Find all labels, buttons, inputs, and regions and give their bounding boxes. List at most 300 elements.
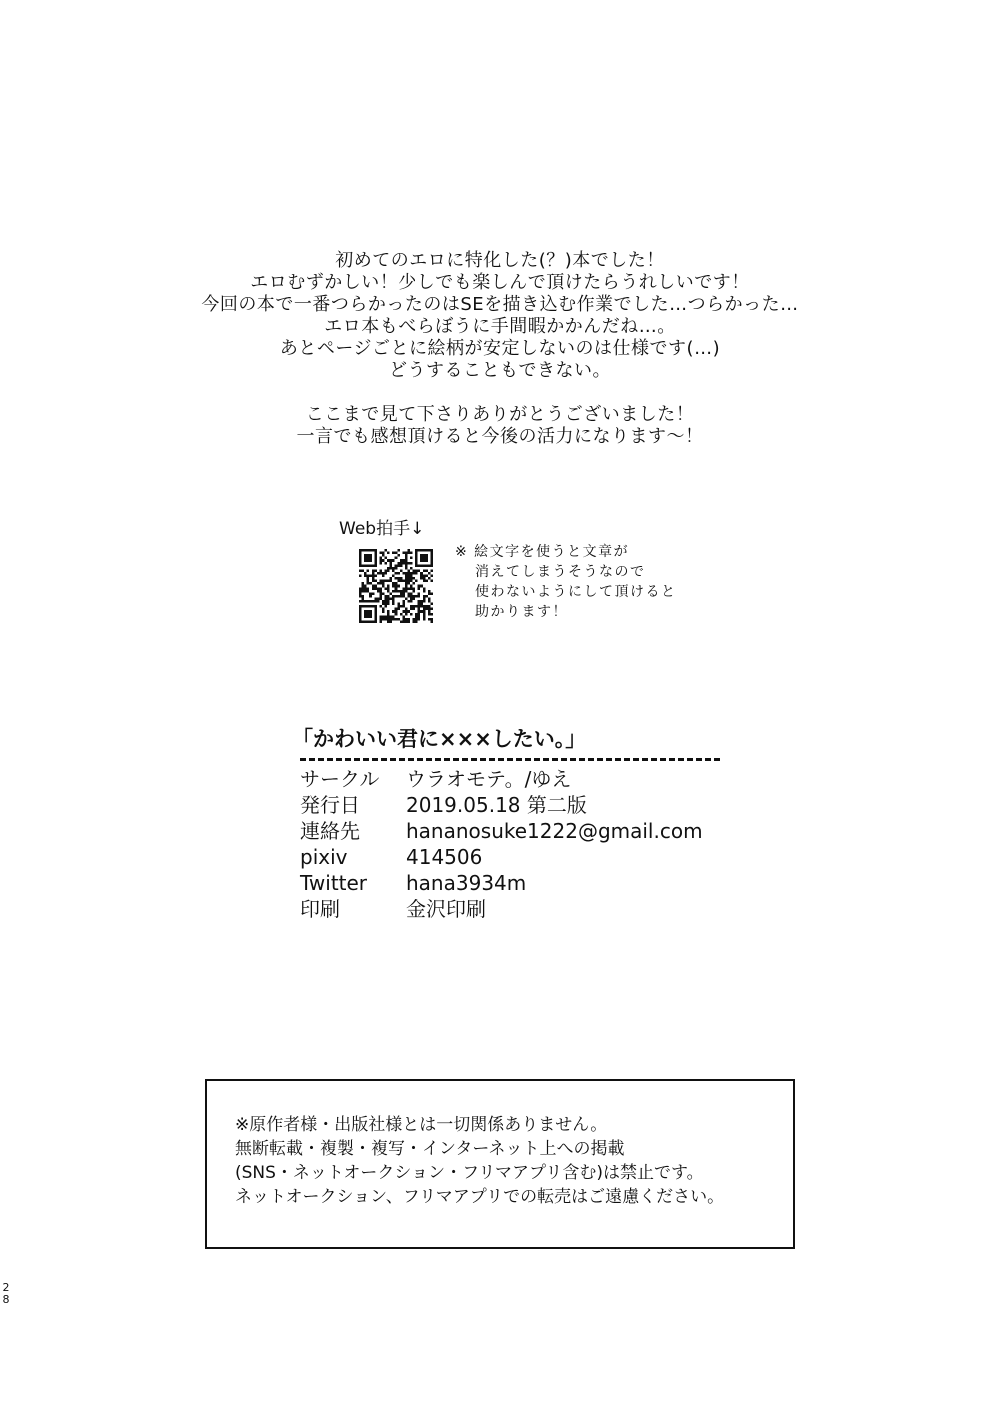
qr-module [418,587,421,590]
qr-module [430,575,433,578]
qr-module [395,595,398,598]
qr-module [395,577,398,580]
qr-module [367,582,370,585]
qr-module [369,582,372,585]
qr-module [405,567,408,570]
qr-module [423,610,426,613]
qr-module [397,554,400,557]
qr-module [379,592,382,595]
qr-module [382,552,385,555]
qr-module [400,580,403,583]
qr-module [405,562,408,565]
qr-module [428,613,431,616]
thanks-line: 一言でも感想頂けると今後の活力になります～！ [296,426,704,447]
qr-module [413,620,416,623]
qr-module [407,549,410,552]
qr-module [423,600,426,603]
qr-module [372,592,375,595]
qr-module [413,618,416,621]
qr-module [415,618,418,621]
qr-module [379,562,382,565]
qr-module [418,610,421,613]
qr-module [405,620,408,623]
qr-module [420,585,423,588]
qr-module [372,585,375,588]
qr-module [397,595,400,598]
qr-module [428,590,431,593]
qr-module [397,590,400,593]
qr-module [418,592,421,595]
qr-module [405,597,408,600]
qr-module [423,595,426,598]
qr-module [369,595,372,598]
qr-module [382,582,385,585]
qr-module [413,590,416,593]
qr-module [379,605,382,608]
qr-module [374,569,377,572]
qr-module [387,600,390,603]
colophon-key: Twitter [300,871,368,895]
qr-module [372,575,375,578]
qr-module [382,603,385,606]
qr-module [402,562,405,565]
qr-module [410,572,413,575]
qr-module [385,569,388,572]
qr-module [364,590,367,593]
qr-module [430,569,433,572]
qr-module [423,580,426,583]
qr-module [372,587,375,590]
qr-module [374,585,377,588]
qr-module [405,559,408,562]
qr-module [420,577,423,580]
qr-module [382,618,385,621]
qr-module [382,559,385,562]
qr-module [420,603,423,606]
qr-module [385,562,388,565]
qr-module [405,587,408,590]
qr-module [359,587,362,590]
qr-module [392,590,395,593]
qr-module [425,595,428,598]
qr-module [402,620,405,623]
qr-module [379,569,382,572]
qr-module [372,572,375,575]
qr-module [413,582,416,585]
qr-module [407,575,410,578]
qr-module [410,552,413,555]
qr-module [390,620,393,623]
qr-module [428,608,431,611]
qr-module [379,572,382,575]
qr-module [377,587,380,590]
qr-module [364,575,367,578]
qr-module [387,613,390,616]
dashed-divider [300,758,720,761]
qr-module [415,613,418,616]
qr-module [428,592,431,595]
afterword-line: エロ本もべらぼうに手間暇かかんだね…。 [324,316,676,337]
qr-module [400,559,403,562]
qr-code-graphic [359,549,433,623]
qr-module [395,618,398,621]
qr-module [410,605,413,608]
qr-module [385,618,388,621]
qr-module [400,577,403,580]
qr-module [397,572,400,575]
qr-module [369,592,372,595]
qr-module [382,585,385,588]
qr-module [379,615,382,618]
qr-module [407,580,410,583]
qr-module [418,600,421,603]
qr-module [425,605,428,608]
qr-module [423,587,426,590]
qr-module [395,608,398,611]
qr-module [382,572,385,575]
qr-module [407,582,410,585]
qr-module [428,577,431,580]
page-number [0,1282,12,1306]
note-line: 助かります！ [475,604,568,620]
qr-module [385,615,388,618]
colophon-key: pixiv [300,845,348,869]
qr-module [405,582,408,585]
qr-module [387,620,390,623]
colophon-key: 印刷 [300,897,340,921]
qr-module [430,613,433,616]
qr-module [374,575,377,578]
qr-module [387,615,390,618]
qr-module [392,552,395,555]
emoji-note [455,542,677,622]
qr-module [382,608,385,611]
qr-module [428,605,431,608]
qr-module [400,620,403,623]
qr-module [407,577,410,580]
qr-module [395,590,398,593]
qr-module [430,580,433,583]
qr-module [367,577,370,580]
qr-module [397,603,400,606]
qr-module [377,582,380,585]
qr-module [413,608,416,611]
qr-module [402,605,405,608]
qr-module [387,567,390,570]
qr-module [377,600,380,603]
qr-module [387,587,390,590]
qr-module [407,620,410,623]
colophon-key: サークル [300,767,380,791]
qr-module [379,552,382,555]
qr-module [402,618,405,621]
qr-module [415,569,418,572]
qr-module [382,592,385,595]
qr-module [402,592,405,595]
qr-module [392,610,395,613]
qr-module [374,580,377,583]
qr-module [359,600,362,603]
qr-module [428,597,431,600]
qr-module [367,580,370,583]
qr-module [405,572,408,575]
qr-module [413,572,416,575]
qr-module [407,562,410,565]
qr-module [428,572,431,575]
qr-module [364,587,367,590]
afterword-line: あとページごとに絵柄が安定しないのは仕様です(…) [279,338,721,359]
qr-module [364,554,372,562]
qr-module [390,567,393,570]
qr-module [402,603,405,606]
qr-module [387,603,390,606]
qr-module [390,562,393,565]
qr-module [400,595,403,598]
qr-module [379,559,382,562]
colophon-value: hana3934m [406,871,527,895]
qr-module [367,590,370,593]
qr-module [379,587,382,590]
qr-module [402,590,405,593]
qr-module [418,618,421,621]
qr-module [423,618,426,621]
qr-module [423,577,426,580]
qr-module [407,592,410,595]
notice-line: 無断転載・複製・複写・インターネット上への掲載 [235,1139,625,1159]
qr-module [359,569,362,572]
qr-module [402,615,405,618]
qr-module [410,613,413,616]
qr-module [400,569,403,572]
qr-module [395,613,398,616]
qr-module [423,569,426,572]
qr-module [390,580,393,583]
qr-module [392,582,395,585]
note-line: 消えてしまうそうなので [475,564,646,580]
qr-module [379,618,382,621]
qr-module [423,608,426,611]
qr-module [407,552,410,555]
qr-module [402,552,405,555]
qr-module [382,580,385,583]
afterword-line: 今回の本で一番つらかったのはSEを描き込む作業でした…つらかった… [201,294,799,315]
qr-module [402,587,405,590]
qr-module [387,597,390,600]
qr-module [392,603,395,606]
qr-module [372,569,375,572]
qr-module [382,575,385,578]
qr-module [359,595,362,598]
qr-module [413,569,416,572]
qr-module [364,610,372,618]
qr-module [410,608,413,611]
colophon-value: 414506 [406,845,483,869]
note-line: ※ 絵文字を使うと文章が [455,544,630,560]
qr-module [362,582,365,585]
qr-module [420,575,423,578]
qr-module [413,597,416,600]
afterword-line: エロむずかしい！少しでも楽しんで頂けたらうれしいです！ [250,272,750,293]
qr-module [382,554,385,557]
qr-module [400,592,403,595]
qr-module [369,575,372,578]
qr-module [428,618,431,621]
qr-module [392,575,395,578]
qr-module [420,554,428,562]
qr-module [397,549,400,552]
qr-module [407,595,410,598]
qr-module [367,600,370,603]
thanks-line: ここまで見て下さりありがとうございました！ [305,404,695,425]
qr-module [362,569,365,572]
qr-module [420,572,423,575]
qr-module [395,585,398,588]
colophon-value: hananosuke1222@gmail.com [406,819,703,843]
qr-module [425,569,428,572]
qr-module [390,577,393,580]
qr-module [397,562,400,565]
qr-module [405,590,408,593]
colophon-value: ウラオモテ。/ゆえ [406,767,572,791]
qr-module [364,585,367,588]
qr-code-icon[interactable] [359,549,433,623]
qr-module [385,605,388,608]
afterword-line: 初めてのエロに特化した(？)本でした！ [335,250,665,271]
qr-module [379,597,382,600]
qr-module [428,600,431,603]
qr-module [418,569,421,572]
qr-module [407,610,410,613]
qr-module [392,559,395,562]
qr-module [418,603,421,606]
qr-module [387,618,390,621]
qr-module [392,600,395,603]
qr-module [367,569,370,572]
qr-module [405,610,408,613]
qr-module [385,587,388,590]
afterword [0,250,1000,448]
qr-module [390,564,393,567]
qr-module [385,603,388,606]
qr-module [415,615,418,618]
qr-module [415,605,418,608]
qr-module [413,587,416,590]
qr-module [405,585,408,588]
qr-module [410,585,413,588]
qr-module [390,592,393,595]
qr-module [420,600,423,603]
qr-module [410,567,413,570]
qr-module [423,605,426,608]
qr-module [407,572,410,575]
qr-module [390,559,393,562]
qr-module [400,613,403,616]
qr-module [405,577,408,580]
qr-module [377,572,380,575]
qr-module [397,618,400,621]
notice-line: ネットオークション、フリマアプリでの転売はご遠慮ください。 [235,1187,725,1207]
qr-module [397,577,400,580]
qr-module [397,564,400,567]
qr-module [402,572,405,575]
qr-module [379,582,382,585]
qr-module [430,592,433,595]
qr-module [425,575,428,578]
qr-module [407,587,410,590]
qr-module [415,620,418,623]
colophon-value: 2019.05.18 第二版 [406,793,587,817]
qr-module [430,618,433,621]
qr-module [402,559,405,562]
qr-module [362,597,365,600]
qr-module [390,618,393,621]
qr-module [385,597,388,600]
qr-module [395,587,398,590]
qr-module [385,572,388,575]
qr-module [423,615,426,618]
qr-module [364,572,367,575]
qr-module [385,595,388,598]
qr-module [415,580,418,583]
qr-module [400,605,403,608]
page-number-digit: 8 [2,1293,10,1306]
qr-module [400,562,403,565]
qr-module [413,595,416,598]
qr-module [387,559,390,562]
qr-module [359,590,362,593]
qr-module [418,605,421,608]
qr-module [392,597,395,600]
qr-module [395,572,398,575]
page-number-digit: 2 [2,1281,10,1294]
web-clap-label: Web拍手↓ [339,519,425,539]
colophon-value: 金沢印刷 [406,897,486,921]
qr-module [382,610,385,613]
qr-module [387,569,390,572]
qr-module [387,585,390,588]
qr-module [392,567,395,570]
qr-module [430,603,433,606]
qr-module [430,620,433,623]
notice-line: (SNS・ネットオークション・フリマアプリ含む)は禁止です。 [235,1163,704,1183]
qr-module [377,597,380,600]
qr-module [395,552,398,555]
qr-module [405,613,408,616]
qr-module [362,585,365,588]
qr-module [387,590,390,593]
qr-module [410,600,413,603]
qr-module [395,582,398,585]
qr-module [410,575,413,578]
qr-module [410,587,413,590]
qr-module [397,585,400,588]
qr-module [400,590,403,593]
qr-module [418,585,421,588]
qr-module [402,610,405,613]
qr-module [430,608,433,611]
qr-module [387,552,390,555]
qr-module [382,615,385,618]
qr-module [425,580,428,583]
qr-module [379,557,382,560]
qr-module [410,595,413,598]
qr-module [392,569,395,572]
qr-module [387,610,390,613]
qr-module [410,597,413,600]
qr-module [395,610,398,613]
qr-module [405,608,408,611]
qr-module [362,595,365,598]
